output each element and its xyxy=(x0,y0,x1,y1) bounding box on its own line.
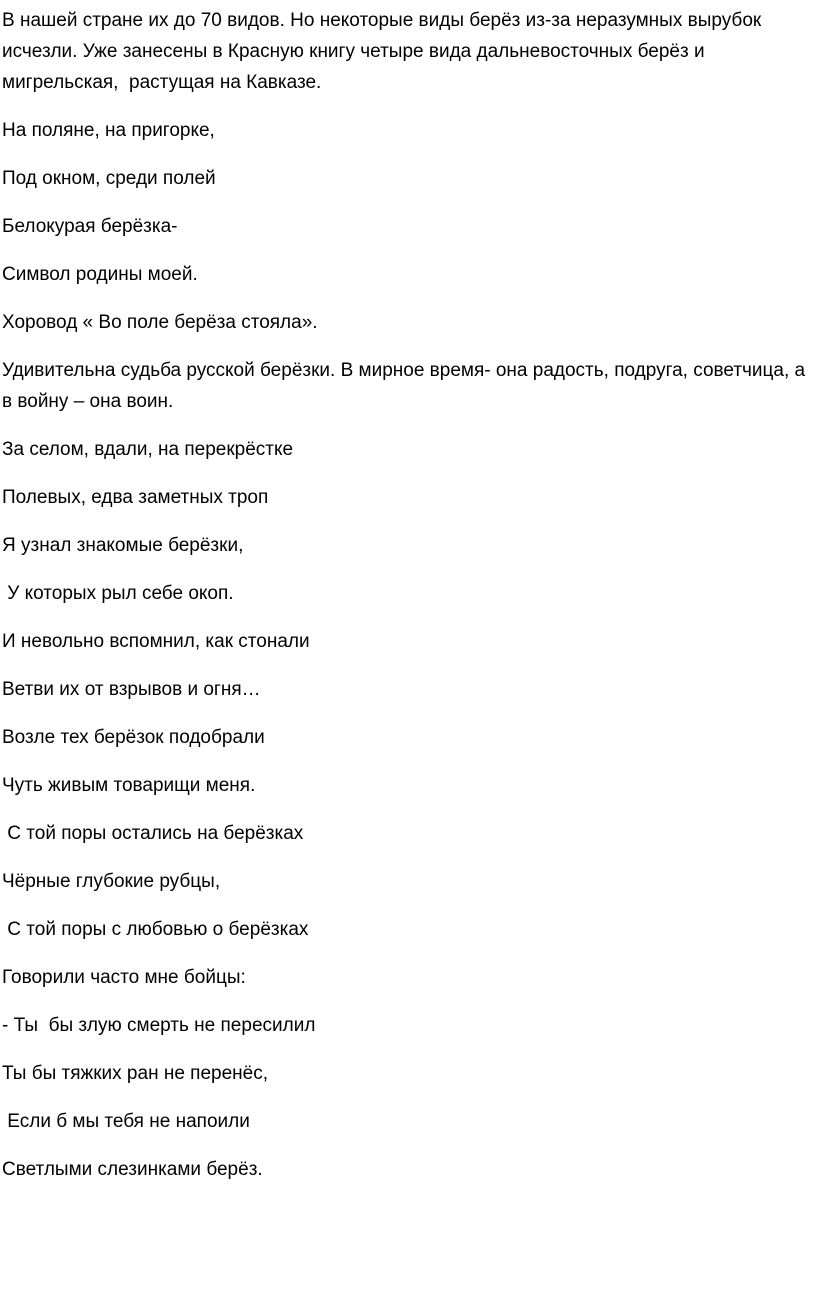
poem-line: Говорили часто мне бойцы: xyxy=(2,967,246,988)
poem-line: Я узнал знакомые берёзки, xyxy=(2,535,244,556)
poem-line: Если б мы тебя не напоили xyxy=(2,1111,250,1132)
poem-line: Белокурая берёзка- xyxy=(2,216,178,237)
poem-line: У которых рыл себе окоп. xyxy=(2,583,234,604)
poem-line: Чуть живым товарищи меня. xyxy=(2,775,256,796)
poem-line: За селом, вдали, на перекрёстке xyxy=(2,439,294,460)
poem-line: Ветви их от взрывов и огня… xyxy=(2,679,261,700)
poem-line: Чёрные глубокие рубцы, xyxy=(2,871,221,892)
poem-line: Светлыми слезинками берёз. xyxy=(2,1159,263,1180)
poem-line: Возле тех берёзок подобрали xyxy=(2,727,265,748)
poem-line: На поляне, на пригорке, xyxy=(2,120,215,141)
poem-line: Символ родины моей. xyxy=(2,264,198,285)
khorovod-line: Хоровод « Во поле берёза стояла». xyxy=(2,312,318,333)
poem-line: С той поры с любовью о берёзках xyxy=(2,919,309,940)
poem-line: Ты бы тяжких ран не перенёс, xyxy=(2,1063,268,1084)
poem-line: И невольно вспомнил, как стонали xyxy=(2,631,310,652)
poem-line: - Ты бы злую смерть не пересилил xyxy=(2,1015,316,1036)
narrative-paragraph: Удивительна судьба русской берёзки. В мирное время- она радость, подруга, советчица, а в войну – она воин. xyxy=(2,360,811,412)
poem-line: С той поры остались на берёзках xyxy=(2,823,304,844)
poem-line: Полевых, едва заметных троп xyxy=(2,487,269,508)
poem-line: Под окном, среди полей xyxy=(2,168,216,189)
intro-paragraph: В нашей стране их до 70 видов. Но некоторые виды берёз из-за неразумных вырубок исчезли. Уже занесены в Красную книгу четыре вида дальневосточных берёз и мигрельская, растущая на Кавказе. xyxy=(2,10,767,93)
